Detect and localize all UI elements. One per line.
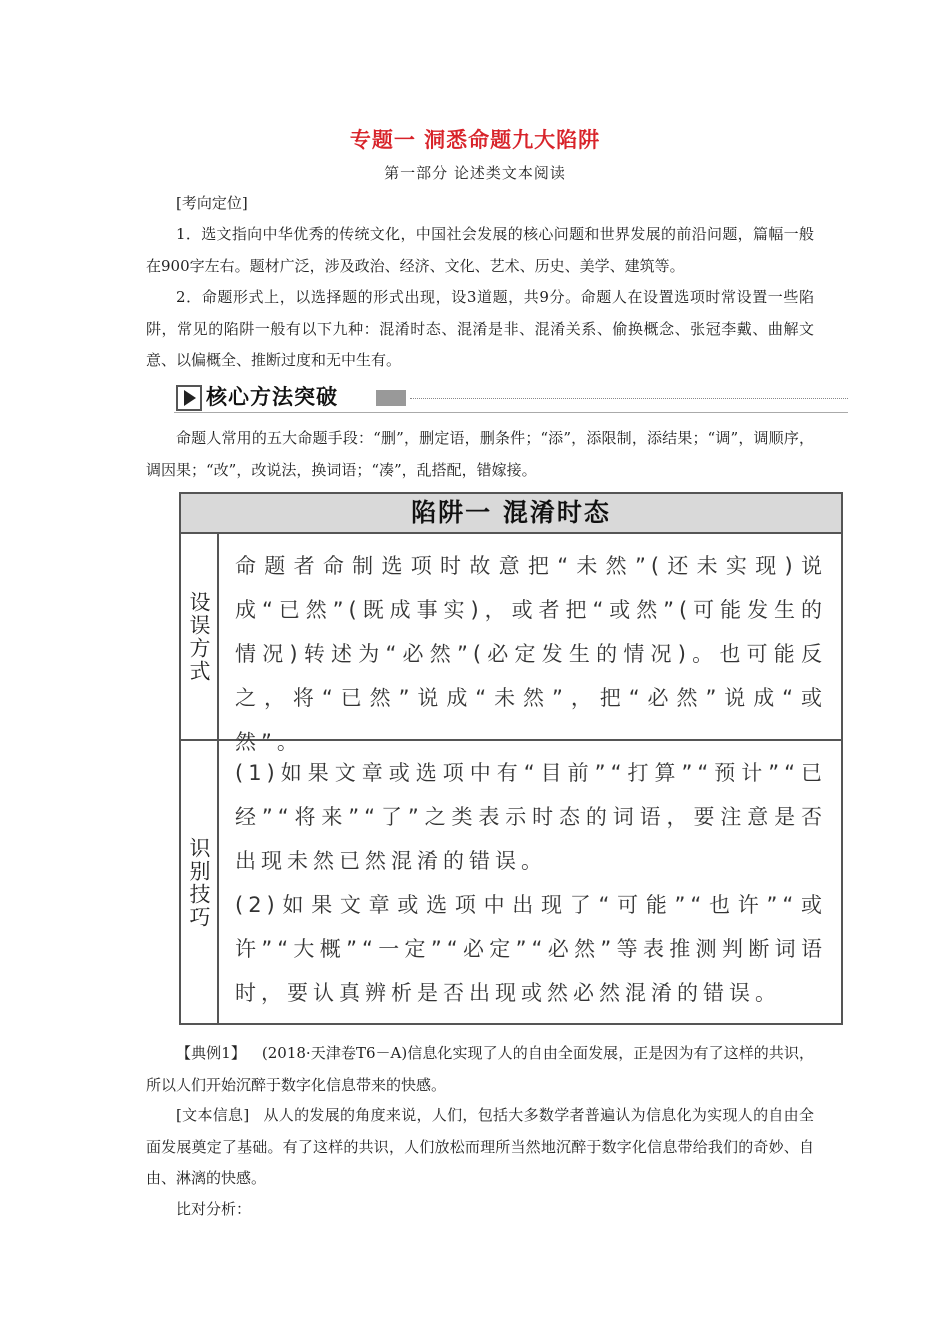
banner-underline: [174, 412, 848, 413]
text-info-paragraph: [146, 1100, 814, 1195]
trap-row-content: [219, 534, 841, 754]
play-arrow-icon: [176, 385, 202, 411]
trap-row-tip-2: (2)如果文章或选项中出现了“可能”“也许”“或许”“大概”“一定”“必定”“必然”等表推测判断词语时，要认真辨析是否出现或然必然混淆的错误。: [235, 893, 827, 1005]
trap-row-tip-1: (1)如果文章或选项中有“目前”“打算”“预计”“已经”“将来”“了”之类表示时态的词语，要注意是否出现未然已然混淆的错误。: [235, 761, 827, 873]
page-subtitle: 第一部分 论述类文本阅读: [384, 164, 566, 182]
example-text: (2018·天津卷T6－A)信息化实现了人的自由全面发展，正是因为有了这样的共识，所以人们开始沉醉于数字化信息带来的快感。: [146, 1044, 815, 1094]
trap-row-label-cell: [181, 741, 219, 1025]
orientation-item-1: 1．选文指向中华优秀的传统文化，中国社会发展的核心问题和世界发展的前沿问题，篇幅一般在900字左右。题材广泛，涉及政治、经济、文化、艺术、历史、美学、建筑等。: [146, 225, 814, 275]
banner-decoration-block: [376, 390, 406, 406]
text-info-text: 从人的发展的角度来说，人们，包括大多数学者普遍认为信息化为实现人的自由全面发展奠定了基础。有了这样的共识，人们放松而理所当然地沉醉于数字化信息带给我们的奇妙、自由、淋漓的快感。: [146, 1106, 814, 1187]
trap-row-text: 命题者命制选项时故意把“未然”(还未实现)说成“已然”(既成事实)，或者把“或然”(可能发生的情况)转述为“必然”(必定发生的情况)。也可能反之，将“已然”说成“未然”，把“必然”说成“或然”。: [235, 554, 827, 754]
example-paragraph: [146, 1038, 814, 1101]
orientation-item-2: 2．命题形式上，以选择题的形式出现，设3道题，共9分。命题人在设置选项时常设置一些陷阱，常见的陷阱一般有以下九种：混淆时态、混淆是非、混淆关系、偷换概念、张冠李戴、曲解文意、以偏概全、推断过度和无中生有。: [146, 288, 814, 369]
orientation-label: [146, 188, 814, 220]
section-banner-label: 核心方法突破: [206, 385, 338, 409]
trap-table-heading: 陷阱一 混淆时态: [181, 494, 841, 534]
example-label: 【典例1】: [176, 1044, 246, 1062]
banner-dotted-line: [410, 398, 848, 399]
trap-row-label: 设误方式: [187, 590, 211, 683]
trap-row-identify-tips: [181, 741, 841, 1025]
comparison-label: 比对分析：: [176, 1200, 252, 1218]
trap-row-content: [219, 741, 841, 1025]
orientation-label-text: [考向定位]: [176, 194, 248, 212]
trap-row-label-cell: [181, 534, 219, 739]
text-info-label: [文本信息]: [176, 1106, 250, 1124]
trap-row-label: 识别技巧: [187, 837, 211, 929]
page-title: 专题一 洞悉命题九大陷阱: [349, 128, 601, 152]
trap-row-error-method: [181, 534, 841, 754]
section-banner: [174, 381, 848, 415]
methods-paragraph: 命题人常用的五大命题手段：“删”，删定语，删条件；“添”，添限制，添结果；“调”，调顺序，调因果；“改”，改说法，换词语；“凑”，乱搭配，错嫁接。: [146, 429, 814, 479]
trap-table: [179, 492, 843, 1025]
